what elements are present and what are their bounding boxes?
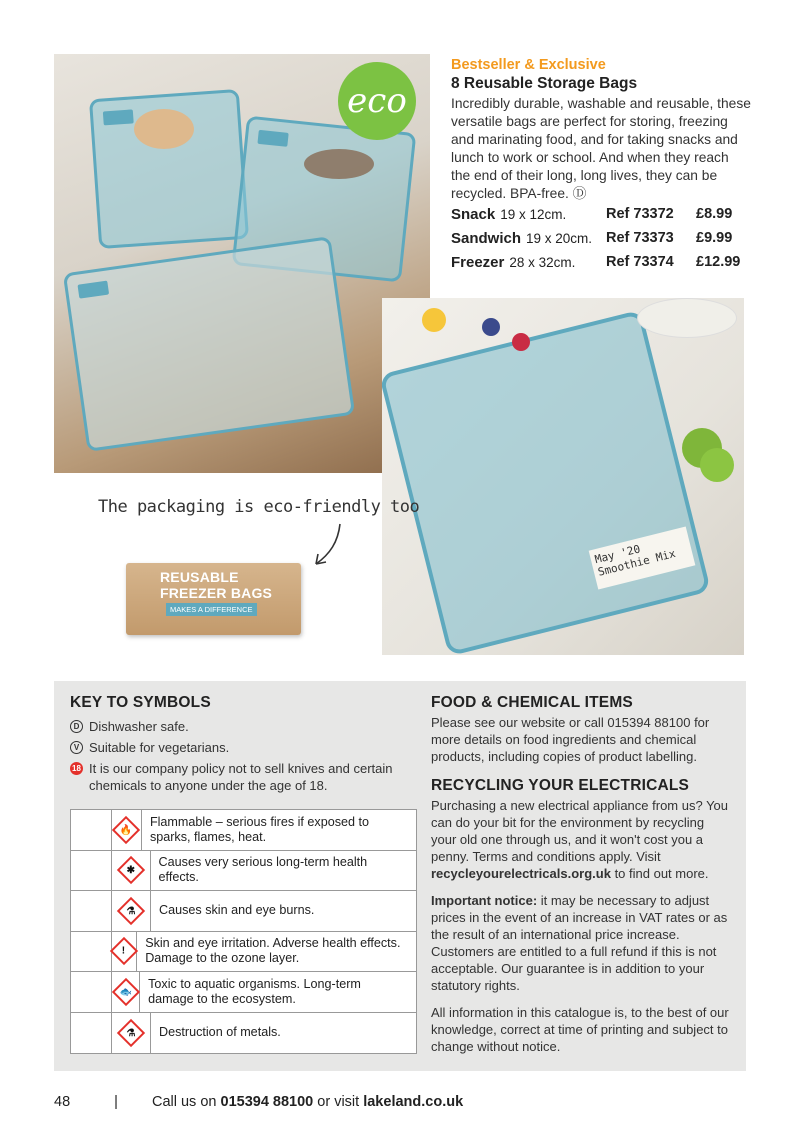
hazard-table [70,809,417,1054]
eco-badge: eco [338,62,416,140]
hazard-text: Destruction of metals. [159,1025,281,1040]
key-item-text: It is our company policy not to sell knives and certain chemicals to anyone under the age of 18. [89,761,393,793]
key-item-text: Suitable for vegetarians. [89,740,230,755]
food-title: FOOD & CHEMICAL ITEMS [431,694,633,711]
key-item [70,760,400,794]
variant-size: 19 x 20cm. [526,231,593,246]
notice-text: it may be necessary to adjust prices in the event of an increase in VAT rates or as the result of an international price increase. Customers are entitled to a full refund if this is not acceptable. Our guarantee is in addition to your statutory rights. [431,893,728,993]
product-variants [451,206,751,278]
key-item-text: Dishwasher safe. [89,719,189,734]
product-photo-freezer-bag [382,298,744,655]
corrosive-icon: ⚗ [117,897,145,925]
recycling-text: Purchasing a new electrical appliance from us? You can do your bit for the environment by recycling your old one through us, and it won't cost you a penny. Terms and conditions apply. Visit [431,798,729,864]
hazard-text: Causes very serious long-term health effects. [158,855,368,885]
recycling-link[interactable]: recycleyourelectricals.org.uk [431,866,611,881]
freezer-bag-image [382,310,711,655]
key-title: KEY TO SYMBOLS [70,694,211,711]
variant-price: £9.99 [696,230,733,246]
info-text: All information in this catalogue is, to the best of our knowledge, correct at time of printing and subject to change without notice. [431,1005,729,1054]
variant-ref: Ref 73372 [606,206,674,222]
page-footer [54,1094,463,1110]
packaging-box [126,563,301,635]
recycling-text-after: to find out more. [614,866,709,881]
variant-ref: Ref 73374 [606,254,674,270]
footer-site-link[interactable]: lakeland.co.uk [363,1094,464,1110]
page-number: 48 [54,1094,71,1110]
variant-price: £8.99 [696,206,733,222]
age-18-icon: 18 [70,762,83,775]
footer-or-visit: or visit [317,1094,360,1110]
hazard-text: Flammable – serious fires if exposed to sparks, flames, heat. [149,814,370,844]
key-item [70,739,400,756]
food-text: Please see our website or call 015394 88100 for more details on food ingredients and chemical products, including copies of product labelling. [431,715,710,764]
packaging-note: The packaging is eco-friendly too [98,497,420,517]
hazard-text: Toxic to aquatic organisms. Long-term damage to the ecosystem. [148,976,361,1006]
hazard-text: Skin and eye irritation. Adverse health effects. Damage to the ozone layer. [145,936,401,966]
arrow-icon [310,522,346,568]
variant-size: 28 x 32cm. [509,255,576,270]
bag-label: May '20 Smoothie Mix [589,526,696,589]
variant-ref: Ref 73373 [606,230,674,246]
vegetarian-icon: V [70,741,83,754]
corrosive-metal-icon: ⚗ [117,1019,145,1047]
environment-icon: 🐟 [111,978,139,1006]
dishwasher-icon: D [70,720,83,733]
notice-label: Important notice: [431,893,538,908]
footer-call: Call us on [151,1094,217,1110]
health-hazard-icon: ✱ [117,856,145,884]
variant-row [451,230,751,254]
product-kicker: Bestseller & Exclusive [451,57,606,73]
hazard-row [71,851,416,892]
variant-price: £12.99 [696,254,741,270]
hazard-row [71,810,416,851]
exclamation-icon: ! [110,937,138,965]
variant-row [451,254,751,278]
footer-separator: | [114,1094,118,1110]
variant-size: 19 x 12cm. [500,207,567,222]
hazard-row [71,972,416,1013]
info-right-column [431,694,731,1055]
footer-phone[interactable]: 015394 88100 [220,1094,314,1110]
variant-name: Sandwich [451,230,522,247]
variant-name: Snack [451,206,496,223]
hazard-row [71,1013,416,1054]
variant-name: Freezer [451,254,505,271]
product-description: Incredibly durable, washable and reusable, these versatile bags are perfect for storing, freezing and marinating food, and for taking snacks and lunch to work or school. And when they reach the end of their long, long lives, they can be recycled. BPA-free. Ⓓ [451,96,751,201]
key-item [70,718,400,735]
recycling-text-block [431,797,731,882]
important-notice [431,892,731,994]
packaging-box-subtitle: MAKES A DIFFERENCE [166,603,257,616]
key-to-symbols [70,694,400,794]
recycling-title: RECYCLING YOUR ELECTRICALS [431,777,690,794]
hazard-row [71,932,416,973]
variant-row [451,206,751,230]
product-title: 8 Reusable Storage Bags [451,75,638,92]
product-info [451,57,751,203]
packaging-box-title: REUSABLE FREEZER BAGS [160,569,273,601]
flame-icon: 🔥 [112,816,140,844]
hazard-row [71,891,416,932]
hazard-text: Causes skin and eye burns. [159,903,315,918]
